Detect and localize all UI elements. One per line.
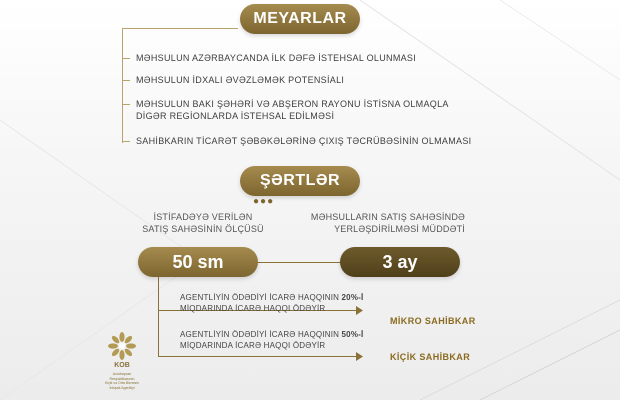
- criteria-title: MEYARLAR: [240, 4, 360, 34]
- connector-line: [256, 262, 344, 263]
- area-label: İSTİFADƏYƏ VERİLƏN SATIŞ SAHƏSİNİN ÖLÇÜSÜ: [142, 212, 264, 234]
- rule-text-micro: [180, 292, 363, 314]
- dots-icon: ●●●: [253, 196, 275, 207]
- criterion-text: MƏHSULUN İDXALI ƏVƏZLƏMƏK POTENSİALI: [136, 75, 345, 85]
- criterion-item: [122, 135, 471, 147]
- bullet-dash: [122, 58, 130, 59]
- rule-text-small: [180, 329, 363, 351]
- duration-value-badge: 3 ay: [340, 247, 460, 277]
- rule-connector-small: [158, 356, 358, 357]
- rule-prefix: AGENTLİYİN ÖDƏDİYİ İCARƏ HAQQININ: [180, 330, 342, 339]
- rule-prefix: AGENTLİYİN ÖDƏDİYİ İCARƏ HAQQININ: [180, 293, 342, 302]
- duration-label: MƏHSULLARIN SATIŞ SAHƏSİNDƏ YERLƏŞDİRİLMƏSİ MÜDDƏTİ: [310, 212, 465, 234]
- bullet-dash: [122, 104, 130, 105]
- criterion-text: SAHİBKARIN TİCARƏT ŞƏBƏKƏLƏRİNƏ ÇIXIŞ TƏCRÜBƏSİNİN OLMAMASI: [136, 136, 472, 146]
- tier-micro: MİKRO SAHİBKAR: [390, 316, 476, 326]
- arrow-right-icon: [356, 352, 364, 361]
- area-value-badge: 50 sm: [138, 247, 258, 277]
- criterion-text: MƏHSULUN BAKI ŞƏHƏRİ VƏ ABŞERON RAYONU İSTİSNA OLMAQLA DİGƏR REGİONLARDA İSTEHSAL EDİLMƏSİ: [136, 99, 449, 121]
- rule-percent: 50%-İ: [341, 330, 364, 339]
- bullet-dash: [122, 141, 130, 142]
- criterion-item: [122, 74, 344, 86]
- logo-brand-text: KOB: [114, 362, 130, 369]
- logo-subtitle: Azərbaycan Respublikasının Kiçik və Orta Biznesin İnkişafı Agentliyi: [104, 372, 140, 390]
- criterion-item: [122, 52, 416, 64]
- rule-percent: 20%-İ: [341, 293, 364, 302]
- kob-logo: [100, 332, 144, 398]
- criterion-text: MƏHSULUN AZƏRBAYCANDA İLK DƏFƏ İSTEHSAL OLUNMASI: [136, 53, 417, 63]
- rule-line2: MİQDARINDA İCARƏ HAQQI ÖDƏYİR: [180, 341, 326, 350]
- criterion-item: [122, 98, 449, 122]
- rule-connector-vertical: [158, 277, 159, 357]
- tier-small: KİÇİK SAHİBKAR: [390, 352, 471, 362]
- bullet-dash: [122, 80, 130, 81]
- flower-logo-icon: [108, 332, 136, 360]
- rule-line2: MİQDARINDA İCARƏ HAQQI ÖDƏYİR: [180, 304, 326, 313]
- conditions-title: ŞƏRTLƏR: [240, 166, 360, 196]
